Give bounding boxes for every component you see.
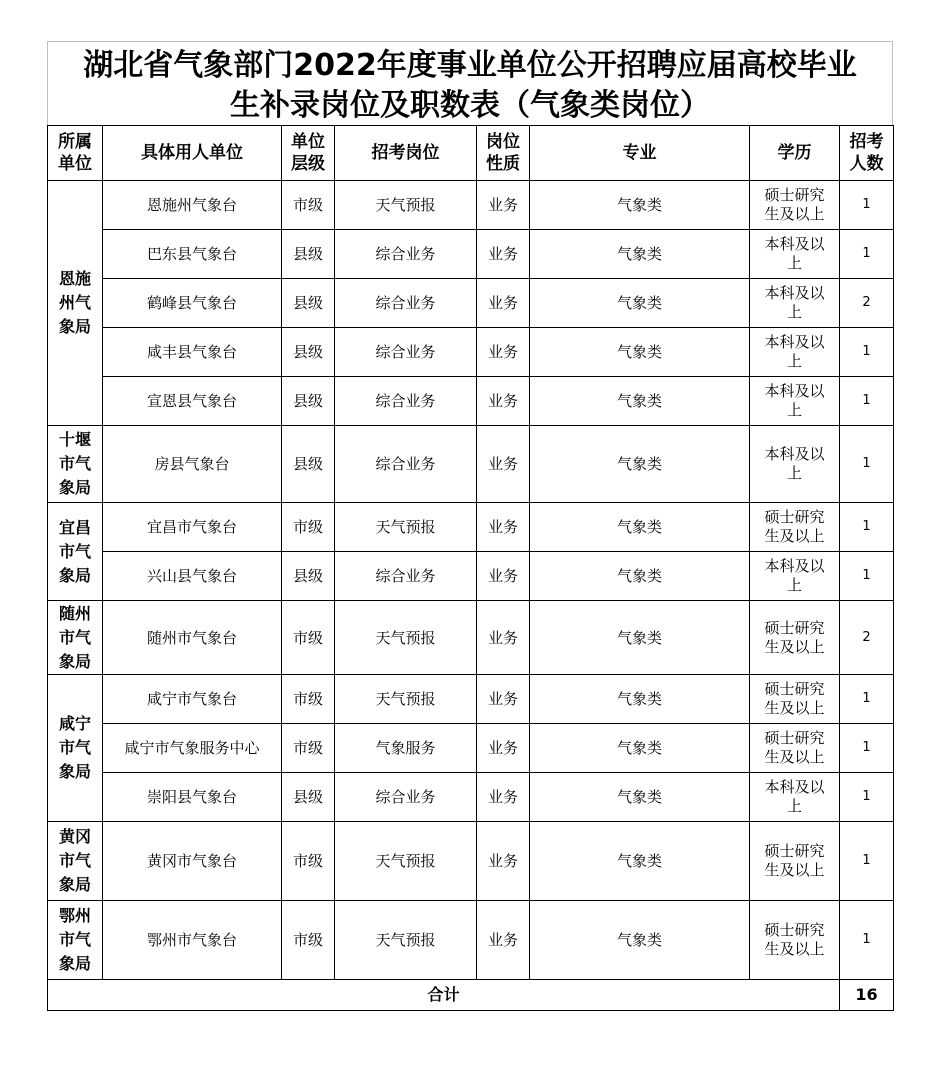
- nature-cell: 业务: [477, 377, 530, 426]
- recruitment-sheet: [47, 41, 893, 1011]
- nature-cell: 业务: [477, 601, 530, 675]
- major-cell: 气象类: [530, 279, 750, 328]
- education-cell: 本科及以 上: [750, 773, 840, 822]
- unit-cell: 咸宁市气象台: [103, 675, 282, 724]
- bureau-cell: 宜昌 市气 象局: [48, 503, 103, 601]
- level-cell: 市级: [282, 901, 335, 980]
- level-cell: 县级: [282, 773, 335, 822]
- post-cell: 综合业务: [335, 426, 477, 503]
- unit-cell: 咸宁市气象服务中心: [103, 724, 282, 773]
- header-level: 单位 层级: [282, 126, 335, 181]
- table-row: [48, 901, 894, 980]
- table-row: [48, 279, 894, 328]
- total-value: 16: [840, 980, 894, 1011]
- major-cell: 气象类: [530, 328, 750, 377]
- major-cell: 气象类: [530, 901, 750, 980]
- post-cell: 综合业务: [335, 773, 477, 822]
- bureau-cell: 十堰 市气 象局: [48, 426, 103, 503]
- level-cell: 市级: [282, 503, 335, 552]
- header-count: 招考 人数: [840, 126, 894, 181]
- major-cell: 气象类: [530, 773, 750, 822]
- count-cell: 1: [840, 822, 894, 901]
- count-cell: 1: [840, 503, 894, 552]
- title-line-2: 生补录岗位及职数表（气象类岗位）: [230, 88, 710, 123]
- unit-cell: 巴东县气象台: [103, 230, 282, 279]
- education-cell: 本科及以 上: [750, 230, 840, 279]
- unit-cell: 崇阳县气象台: [103, 773, 282, 822]
- title-line-1: 湖北省气象部门2022年度事业单位公开招聘应届高校毕业: [83, 48, 857, 83]
- unit-cell: 随州市气象台: [103, 601, 282, 675]
- unit-cell: 房县气象台: [103, 426, 282, 503]
- unit-cell: 宜昌市气象台: [103, 503, 282, 552]
- post-cell: 天气预报: [335, 503, 477, 552]
- total-row: [48, 980, 894, 1011]
- table-row: [48, 230, 894, 279]
- header-row: [48, 126, 894, 181]
- level-cell: 县级: [282, 552, 335, 601]
- post-cell: 综合业务: [335, 377, 477, 426]
- unit-cell: 宣恩县气象台: [103, 377, 282, 426]
- table-row: [48, 724, 894, 773]
- education-cell: 硕士研究 生及以上: [750, 503, 840, 552]
- total-label: 合计: [48, 980, 840, 1011]
- bureau-cell: 咸宁 市气 象局: [48, 675, 103, 822]
- header-bureau: 所属 单位: [48, 126, 103, 181]
- nature-cell: 业务: [477, 230, 530, 279]
- education-cell: 硕士研究 生及以上: [750, 822, 840, 901]
- level-cell: 市级: [282, 724, 335, 773]
- education-cell: 硕士研究 生及以上: [750, 181, 840, 230]
- major-cell: 气象类: [530, 181, 750, 230]
- table-row: [48, 181, 894, 230]
- nature-cell: 业务: [477, 901, 530, 980]
- nature-cell: 业务: [477, 822, 530, 901]
- count-cell: 1: [840, 773, 894, 822]
- education-cell: 硕士研究 生及以上: [750, 675, 840, 724]
- level-cell: 市级: [282, 601, 335, 675]
- post-cell: 综合业务: [335, 279, 477, 328]
- bureau-cell: 黄冈 市气 象局: [48, 822, 103, 901]
- bureau-cell: 恩施 州气 象局: [48, 181, 103, 426]
- table-row: [48, 503, 894, 552]
- unit-cell: 鄂州市气象台: [103, 901, 282, 980]
- post-cell: 天气预报: [335, 675, 477, 724]
- positions-table: [47, 125, 894, 1011]
- table-row: [48, 822, 894, 901]
- major-cell: 气象类: [530, 426, 750, 503]
- education-cell: 本科及以 上: [750, 377, 840, 426]
- post-cell: 天气预报: [335, 181, 477, 230]
- table-row: [48, 773, 894, 822]
- unit-cell: 鹤峰县气象台: [103, 279, 282, 328]
- level-cell: 县级: [282, 230, 335, 279]
- count-cell: 1: [840, 675, 894, 724]
- level-cell: 市级: [282, 822, 335, 901]
- level-cell: 县级: [282, 328, 335, 377]
- nature-cell: 业务: [477, 552, 530, 601]
- major-cell: 气象类: [530, 675, 750, 724]
- count-cell: 1: [840, 377, 894, 426]
- count-cell: 2: [840, 279, 894, 328]
- header-nature: 岗位 性质: [477, 126, 530, 181]
- header-post: 招考岗位: [335, 126, 477, 181]
- unit-cell: 恩施州气象台: [103, 181, 282, 230]
- document-title: [47, 41, 893, 125]
- header-education: 学历: [750, 126, 840, 181]
- education-cell: 硕士研究 生及以上: [750, 601, 840, 675]
- unit-cell: 咸丰县气象台: [103, 328, 282, 377]
- table-row: [48, 675, 894, 724]
- post-cell: 综合业务: [335, 230, 477, 279]
- nature-cell: 业务: [477, 724, 530, 773]
- header-unit: 具体用人单位: [103, 126, 282, 181]
- education-cell: 硕士研究 生及以上: [750, 901, 840, 980]
- post-cell: 天气预报: [335, 601, 477, 675]
- count-cell: 1: [840, 724, 894, 773]
- nature-cell: 业务: [477, 328, 530, 377]
- table-row: [48, 328, 894, 377]
- major-cell: 气象类: [530, 724, 750, 773]
- major-cell: 气象类: [530, 552, 750, 601]
- education-cell: 本科及以 上: [750, 426, 840, 503]
- count-cell: 1: [840, 230, 894, 279]
- level-cell: 县级: [282, 377, 335, 426]
- count-cell: 1: [840, 901, 894, 980]
- count-cell: 2: [840, 601, 894, 675]
- table-body: [48, 181, 894, 1011]
- post-cell: 气象服务: [335, 724, 477, 773]
- level-cell: 县级: [282, 279, 335, 328]
- post-cell: 天气预报: [335, 901, 477, 980]
- table-row: [48, 377, 894, 426]
- count-cell: 1: [840, 426, 894, 503]
- unit-cell: 黄冈市气象台: [103, 822, 282, 901]
- major-cell: 气象类: [530, 377, 750, 426]
- nature-cell: 业务: [477, 426, 530, 503]
- nature-cell: 业务: [477, 279, 530, 328]
- nature-cell: 业务: [477, 675, 530, 724]
- education-cell: 本科及以 上: [750, 328, 840, 377]
- major-cell: 气象类: [530, 601, 750, 675]
- nature-cell: 业务: [477, 773, 530, 822]
- level-cell: 县级: [282, 426, 335, 503]
- bureau-cell: 鄂州 市气 象局: [48, 901, 103, 980]
- table-row: [48, 552, 894, 601]
- post-cell: 综合业务: [335, 552, 477, 601]
- post-cell: 综合业务: [335, 328, 477, 377]
- table-row: [48, 426, 894, 503]
- count-cell: 1: [840, 552, 894, 601]
- header-major: 专业: [530, 126, 750, 181]
- education-cell: 本科及以 上: [750, 552, 840, 601]
- nature-cell: 业务: [477, 181, 530, 230]
- bureau-cell: 随州 市气 象局: [48, 601, 103, 675]
- education-cell: 本科及以 上: [750, 279, 840, 328]
- nature-cell: 业务: [477, 503, 530, 552]
- level-cell: 市级: [282, 675, 335, 724]
- table-row: [48, 601, 894, 675]
- post-cell: 天气预报: [335, 822, 477, 901]
- level-cell: 市级: [282, 181, 335, 230]
- count-cell: 1: [840, 328, 894, 377]
- education-cell: 硕士研究 生及以上: [750, 724, 840, 773]
- unit-cell: 兴山县气象台: [103, 552, 282, 601]
- major-cell: 气象类: [530, 822, 750, 901]
- count-cell: 1: [840, 181, 894, 230]
- major-cell: 气象类: [530, 230, 750, 279]
- major-cell: 气象类: [530, 503, 750, 552]
